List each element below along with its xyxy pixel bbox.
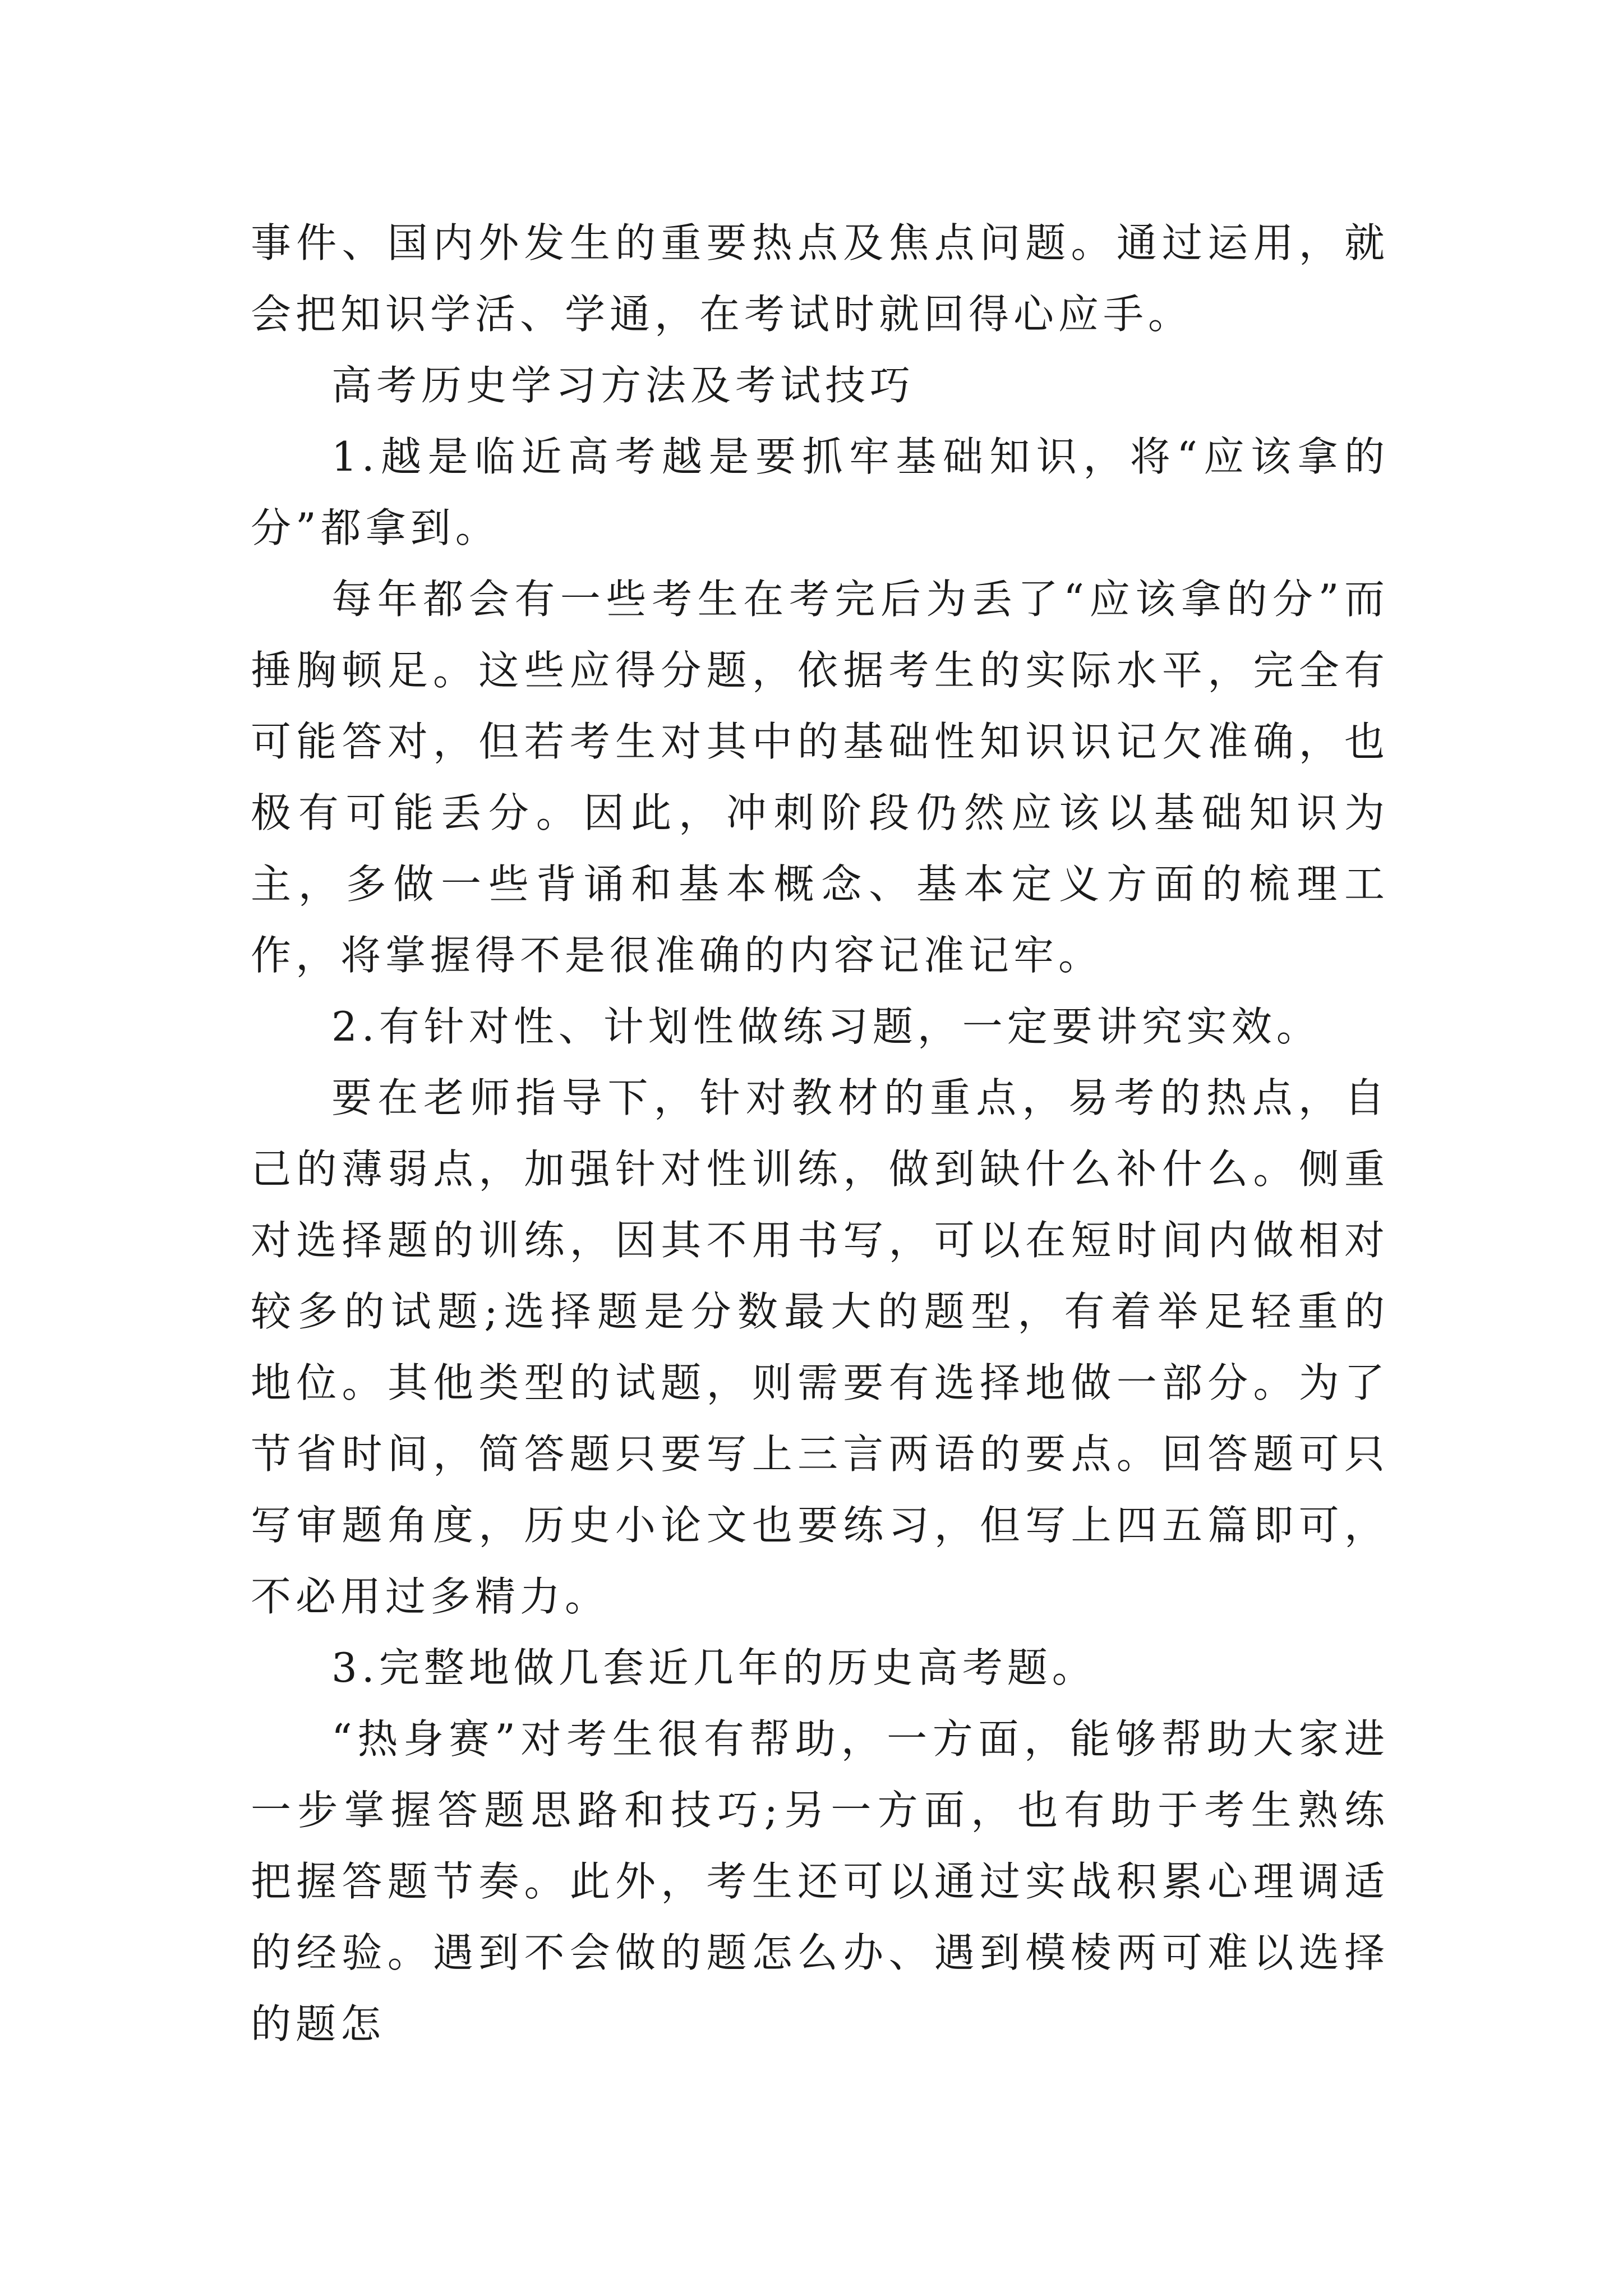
point-3-body: “热身赛”对考生很有帮助，一方面，能够帮助大家进一步掌握答题思路和技巧;另一方面，也有助于考生熟练把握答题节奏。此外，考生还可以通过实战积累心理调适的经验。遇到不会做的题怎么办、遇到模棱两可难以选择的题怎	[251, 1715, 1389, 2047]
paragraph-continuation: 事件、国内外发生的重要热点及焦点问题。通过运用，就会把知识学活、学通，在考试时就回得心应手。	[251, 219, 1389, 338]
point-1-heading: 1.越是临近高考越是要抓牢基础知识，将“应该拿的分”都拿到。	[251, 433, 1389, 551]
point-1-body: 每年都会有一些考生在考完后为丢了“应该拿的分”而捶胸顿足。这些应得分题，依据考生的实际水平，完全有可能答对，但若考生对其中的基础性知识识记欠准确，也极有可能丢分。因此，冲刺阶段仍然应该以基础知识为主，多做一些背诵和基本概念、基本定义方面的梳理工作，将掌握得不是很准确的内容记准记牢。	[251, 576, 1389, 979]
point-2-heading: 2.有针对性、计划性做练习题，一定要讲究实效。	[331, 1003, 1321, 1050]
section-heading: 高考历史学习方法及考试技巧	[331, 362, 915, 409]
body-text	[251, 208, 1389, 2060]
point-3-heading: 3.完整地做几套近几年的历史高考题。	[331, 1644, 1097, 1691]
point-2-body: 要在老师指导下，针对教材的重点，易考的热点，自己的薄弱点，加强针对性训练，做到缺什么补什么。侧重对选择题的训练，因其不用书写，可以在短时间内做相对较多的试题;选择题是分数最大的题型，有着举足轻重的地位。其他类型的试题，则需要有选择地做一部分。为了节省时间，简答题只要写上三言两语的要点。回答题可只写审题角度，历史小论文也要练习，但写上四五篇即可，不必用过多精力。	[251, 1074, 1389, 1620]
